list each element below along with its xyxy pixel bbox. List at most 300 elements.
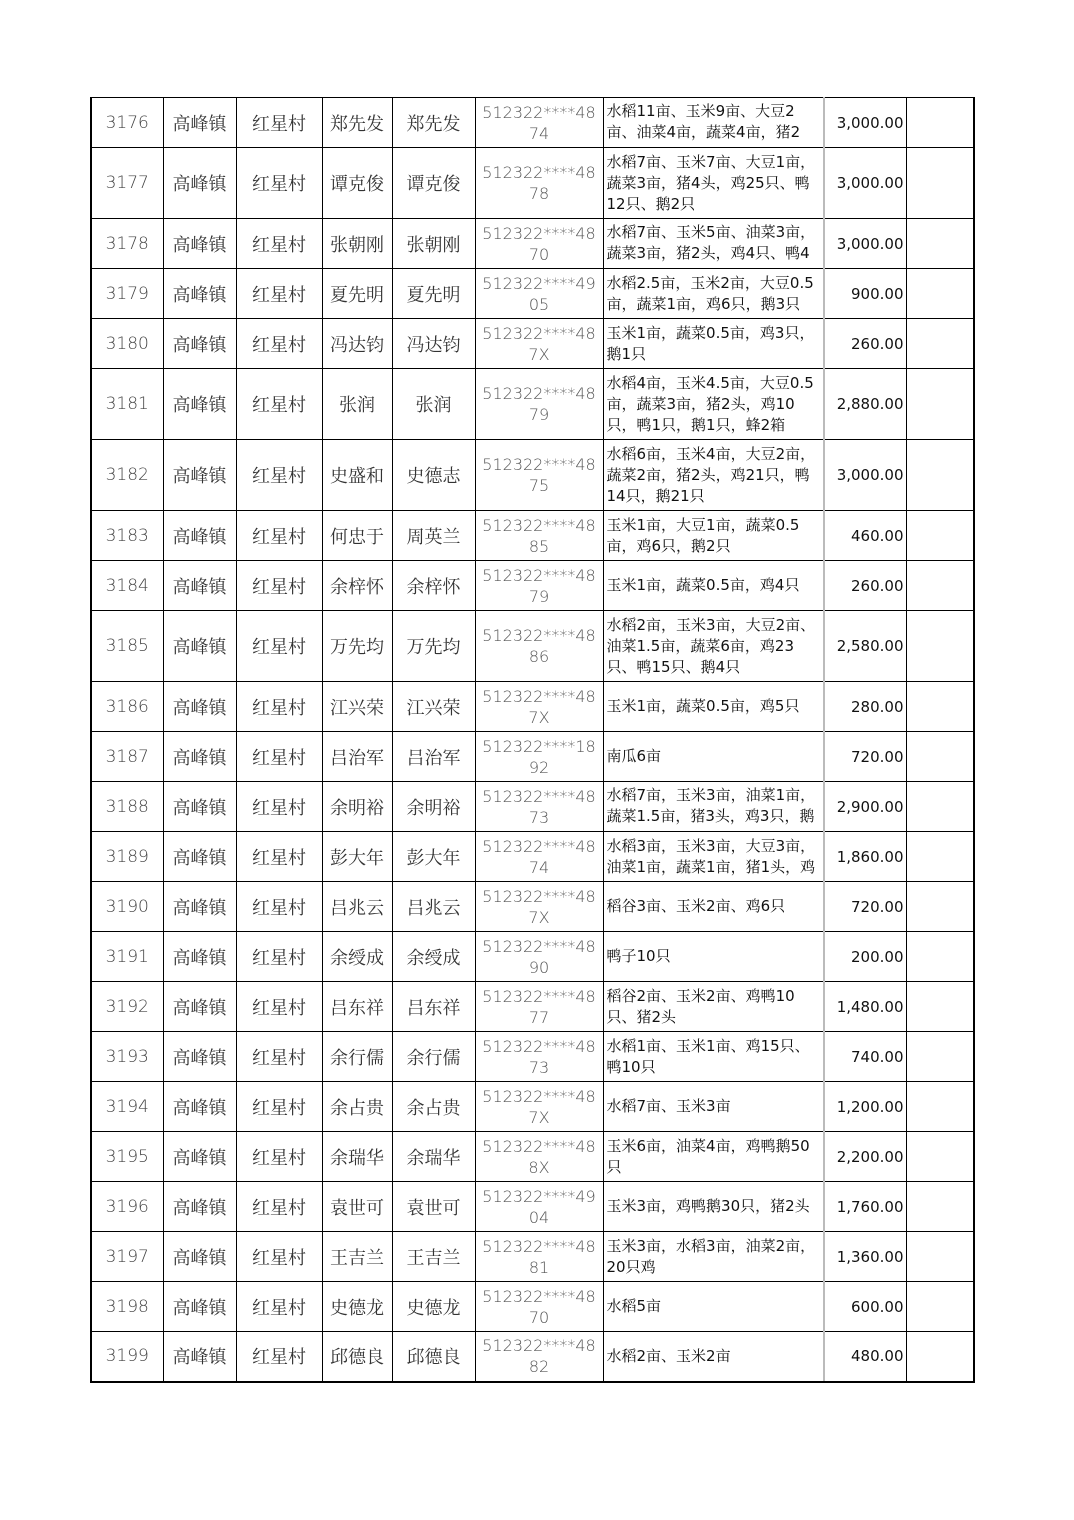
name-cell: 史德龙 xyxy=(322,1282,392,1332)
description-cell xyxy=(603,932,824,982)
seq-cell: 3195 xyxy=(91,1132,163,1182)
id-number-cell xyxy=(475,219,603,269)
name-cell: 余瑞华 xyxy=(322,1132,392,1182)
remark-cell xyxy=(906,732,974,782)
holder-cell: 谭克俊 xyxy=(392,148,475,219)
seq-cell: 3188 xyxy=(91,782,163,832)
table-row xyxy=(91,561,974,611)
description-text: 稻谷2亩、玉米2亩、鸡鸭10只、猪2头 xyxy=(606,986,795,1026)
seq-cell: 3191 xyxy=(91,932,163,982)
table-row xyxy=(91,611,974,682)
id-number-part1: 512322****48 xyxy=(482,565,596,585)
id-number-part1: 512322****49 xyxy=(482,273,596,293)
id-number-part2: 8X xyxy=(528,1157,550,1177)
remark-cell xyxy=(906,1282,974,1332)
town-cell: 高峰镇 xyxy=(163,1232,236,1282)
seq-cell: 3190 xyxy=(91,882,163,932)
town-cell: 高峰镇 xyxy=(163,319,236,369)
id-number-part2: 04 xyxy=(528,1207,550,1227)
id-number-part1: 512322****48 xyxy=(482,455,596,474)
description-text: 玉米1亩，大豆1亩，蔬菜0.5亩，鸡6只，鹅2只 xyxy=(606,515,800,555)
seq-cell: 3194 xyxy=(91,1082,163,1132)
holder-cell: 周英兰 xyxy=(392,511,475,561)
id-number-cell xyxy=(475,319,603,369)
seq-cell: 3196 xyxy=(91,1182,163,1232)
village-cell: 红星村 xyxy=(236,1132,322,1182)
village-cell: 红星村 xyxy=(236,682,322,732)
town-cell: 高峰镇 xyxy=(163,932,236,982)
id-number-cell xyxy=(475,1132,603,1182)
remark-cell xyxy=(906,511,974,561)
description-text: 鸭子10只 xyxy=(606,947,671,965)
amount-cell: 1,200.00 xyxy=(824,1082,906,1132)
id-number-cell xyxy=(475,1182,603,1232)
town-cell: 高峰镇 xyxy=(163,369,236,440)
description-cell xyxy=(603,782,824,832)
town-cell: 高峰镇 xyxy=(163,1182,236,1232)
table-row xyxy=(91,1132,974,1182)
table-row xyxy=(91,148,974,219)
seq-cell: 3193 xyxy=(91,1032,163,1082)
town-cell: 高峰镇 xyxy=(163,782,236,832)
description-text: 南瓜6亩 xyxy=(606,747,662,765)
holder-cell: 余占贵 xyxy=(392,1082,475,1132)
description-cell xyxy=(603,1282,824,1332)
id-number-part1: 512322****48 xyxy=(482,836,596,856)
description-text: 水稻1亩、玉米1亩、鸡15只、鸭10只 xyxy=(606,1036,810,1076)
amount-cell: 1,760.00 xyxy=(824,1182,906,1232)
id-number-cell xyxy=(475,1232,603,1282)
id-number-cell xyxy=(475,732,603,782)
town-cell: 高峰镇 xyxy=(163,1332,236,1382)
id-number-part1: 512322****48 xyxy=(482,1036,596,1056)
village-cell: 红星村 xyxy=(236,982,322,1032)
village-cell: 红星村 xyxy=(236,98,322,148)
village-cell: 红星村 xyxy=(236,319,322,369)
village-cell: 红星村 xyxy=(236,440,322,511)
table-row xyxy=(91,369,974,440)
description-text: 水稻7亩、玉米5亩、油菜3亩，蔬菜3亩，猪2头，鸡4只、鸭4 xyxy=(606,222,816,262)
holder-cell: 张朝刚 xyxy=(392,219,475,269)
amount-cell: 200.00 xyxy=(824,932,906,982)
name-cell: 夏先明 xyxy=(322,269,392,319)
remark-cell xyxy=(906,440,974,511)
amount-cell: 3,000.00 xyxy=(824,98,906,148)
description-cell xyxy=(603,1082,824,1132)
id-number-part2: 92 xyxy=(528,757,550,777)
village-cell: 红星村 xyxy=(236,782,322,832)
amount-cell: 720.00 xyxy=(824,732,906,782)
id-number-cell xyxy=(475,1082,603,1132)
name-cell: 余梓怀 xyxy=(322,561,392,611)
remark-cell xyxy=(906,682,974,732)
amount-cell: 260.00 xyxy=(824,319,906,369)
name-cell: 余占贵 xyxy=(322,1082,392,1132)
description-cell xyxy=(603,1232,824,1282)
table-row xyxy=(91,1182,974,1232)
remark-cell xyxy=(906,882,974,932)
amount-cell: 280.00 xyxy=(824,682,906,732)
id-number-part1: 512322****48 xyxy=(482,223,596,243)
remark-cell xyxy=(906,832,974,882)
id-number-cell xyxy=(475,832,603,882)
id-number-part2: 74 xyxy=(528,857,550,877)
village-cell: 红星村 xyxy=(236,1082,322,1132)
holder-cell: 余瑞华 xyxy=(392,1132,475,1182)
table-row xyxy=(91,982,974,1032)
description-text: 玉米1亩，蔬菜0.5亩，鸡4只 xyxy=(606,576,800,594)
village-cell: 红星村 xyxy=(236,611,322,682)
village-cell: 红星村 xyxy=(236,511,322,561)
id-number-part2: 86 xyxy=(528,647,550,666)
id-number-cell xyxy=(475,440,603,511)
remark-cell xyxy=(906,1032,974,1082)
table-row xyxy=(91,782,974,832)
id-number-cell xyxy=(475,782,603,832)
id-number-part2: 75 xyxy=(528,476,550,495)
town-cell: 高峰镇 xyxy=(163,1132,236,1182)
table-row xyxy=(91,832,974,882)
id-number-cell xyxy=(475,882,603,932)
seq-cell: 3187 xyxy=(91,732,163,782)
remark-cell xyxy=(906,932,974,982)
amount-cell: 3,000.00 xyxy=(824,219,906,269)
id-number-part2: 78 xyxy=(528,184,550,203)
description-cell xyxy=(603,319,824,369)
description-text: 玉米1亩，蔬菜0.5亩，鸡3只，鹅1只 xyxy=(606,323,815,363)
description-text: 稻谷3亩、玉米2亩、鸡6只 xyxy=(606,897,786,915)
village-cell: 红星村 xyxy=(236,1232,322,1282)
id-number-part2: 73 xyxy=(528,1057,550,1077)
id-number-part2: 7X xyxy=(528,907,550,927)
seq-cell: 3182 xyxy=(91,440,163,511)
village-cell: 红星村 xyxy=(236,1332,322,1382)
remark-cell xyxy=(906,269,974,319)
seq-cell: 3180 xyxy=(91,319,163,369)
description-text: 水稻2亩，玉米3亩，大豆2亩、油菜1.5亩，蔬菜6亩，鸡23只、鸭15只、鹅4只 xyxy=(606,615,816,676)
town-cell: 高峰镇 xyxy=(163,561,236,611)
description-cell xyxy=(603,269,824,319)
description-text: 水稻4亩，玉米4.5亩，大豆0.5亩，蔬菜3亩，猪2头，鸡10只，鸭1只，鹅1只，蜂2箱 xyxy=(606,373,814,434)
remark-cell xyxy=(906,1182,974,1232)
id-number-cell xyxy=(475,561,603,611)
id-number-part1: 512322****48 xyxy=(482,786,596,806)
description-cell xyxy=(603,1182,824,1232)
id-number-part2: 79 xyxy=(528,405,550,424)
id-number-part1: 512322****48 xyxy=(482,1086,596,1106)
remark-cell xyxy=(906,782,974,832)
id-number-part2: 70 xyxy=(528,244,550,264)
village-cell: 红星村 xyxy=(236,269,322,319)
town-cell: 高峰镇 xyxy=(163,511,236,561)
village-cell: 红星村 xyxy=(236,369,322,440)
id-number-part2: 73 xyxy=(528,807,550,827)
table-row xyxy=(91,732,974,782)
town-cell: 高峰镇 xyxy=(163,982,236,1032)
holder-cell: 彭大年 xyxy=(392,832,475,882)
amount-cell: 2,580.00 xyxy=(824,611,906,682)
description-cell xyxy=(603,982,824,1032)
amount-cell: 600.00 xyxy=(824,1282,906,1332)
amount-cell: 1,480.00 xyxy=(824,982,906,1032)
table-row xyxy=(91,1332,974,1382)
amount-cell: 480.00 xyxy=(824,1332,906,1382)
description-text: 水稻7亩、玉米7亩、大豆1亩，蔬菜3亩，猪4头，鸡25只、鸭12只、鹅2只 xyxy=(606,152,816,213)
town-cell: 高峰镇 xyxy=(163,682,236,732)
remark-cell xyxy=(906,1232,974,1282)
id-number-part2: 70 xyxy=(528,1307,550,1327)
remark-cell xyxy=(906,219,974,269)
id-number-part2: 77 xyxy=(528,1007,550,1027)
description-cell xyxy=(603,219,824,269)
table-row xyxy=(91,1032,974,1082)
amount-cell: 2,880.00 xyxy=(824,369,906,440)
description-cell xyxy=(603,611,824,682)
remark-cell xyxy=(906,611,974,682)
name-cell: 吕东祥 xyxy=(322,982,392,1032)
id-number-part1: 512322****48 xyxy=(482,686,596,706)
name-cell: 何忠于 xyxy=(322,511,392,561)
town-cell: 高峰镇 xyxy=(163,611,236,682)
description-cell xyxy=(603,1332,824,1382)
name-cell: 张润 xyxy=(322,369,392,440)
holder-cell: 袁世可 xyxy=(392,1182,475,1232)
id-number-cell xyxy=(475,1282,603,1332)
town-cell: 高峰镇 xyxy=(163,440,236,511)
village-cell: 红星村 xyxy=(236,882,322,932)
town-cell: 高峰镇 xyxy=(163,219,236,269)
amount-cell: 1,860.00 xyxy=(824,832,906,882)
id-number-part2: 05 xyxy=(528,294,550,314)
description-text: 水稻5亩 xyxy=(606,1297,662,1315)
description-text: 水稻2亩、玉米2亩 xyxy=(606,1346,731,1365)
table-row xyxy=(91,269,974,319)
table-row xyxy=(91,1082,974,1132)
description-text: 玉米3亩，鸡鸭鹅30只，猪2头 xyxy=(606,1197,810,1215)
id-number-part1: 512322****48 xyxy=(482,1336,596,1356)
town-cell: 高峰镇 xyxy=(163,1282,236,1332)
name-cell: 吕治军 xyxy=(322,732,392,782)
seq-cell: 3179 xyxy=(91,269,163,319)
amount-cell: 900.00 xyxy=(824,269,906,319)
table-row xyxy=(91,319,974,369)
holder-cell: 郑先发 xyxy=(392,98,475,148)
holder-cell: 张润 xyxy=(392,369,475,440)
id-number-part2: 74 xyxy=(528,123,550,143)
remark-cell xyxy=(906,319,974,369)
village-cell: 红星村 xyxy=(236,561,322,611)
description-cell xyxy=(603,882,824,932)
description-cell xyxy=(603,148,824,219)
village-cell: 红星村 xyxy=(236,932,322,982)
id-number-part1: 512322****48 xyxy=(482,323,596,343)
id-number-part2: 81 xyxy=(528,1257,550,1277)
town-cell: 高峰镇 xyxy=(163,1032,236,1082)
village-cell: 红星村 xyxy=(236,1282,322,1332)
id-number-cell xyxy=(475,932,603,982)
holder-cell: 江兴荣 xyxy=(392,682,475,732)
remark-cell xyxy=(906,1082,974,1132)
id-number-part2: 82 xyxy=(528,1357,550,1377)
amount-cell: 3,000.00 xyxy=(824,440,906,511)
amount-cell: 460.00 xyxy=(824,511,906,561)
table-row xyxy=(91,219,974,269)
description-text: 水稻7亩、玉米3亩 xyxy=(606,1097,731,1115)
table-row xyxy=(91,1232,974,1282)
amount-cell: 260.00 xyxy=(824,561,906,611)
name-cell: 邱德良 xyxy=(322,1332,392,1382)
town-cell: 高峰镇 xyxy=(163,832,236,882)
seq-cell: 3178 xyxy=(91,219,163,269)
name-cell: 余绶成 xyxy=(322,932,392,982)
seq-cell: 3189 xyxy=(91,832,163,882)
name-cell: 史盛和 xyxy=(322,440,392,511)
holder-cell: 余绶成 xyxy=(392,932,475,982)
remark-cell xyxy=(906,369,974,440)
description-text: 玉米3亩，水稻3亩，油菜2亩，20只鸡 xyxy=(606,1236,816,1276)
village-cell: 红星村 xyxy=(236,732,322,782)
seq-cell: 3181 xyxy=(91,369,163,440)
table-row xyxy=(91,98,974,148)
id-number-part2: 90 xyxy=(528,957,550,977)
id-number-part2: 7X xyxy=(528,1107,550,1127)
remark-cell xyxy=(906,98,974,148)
village-cell: 红星村 xyxy=(236,219,322,269)
village-cell: 红星村 xyxy=(236,1032,322,1082)
table-body xyxy=(91,98,974,1382)
town-cell: 高峰镇 xyxy=(163,98,236,148)
description-text: 水稻3亩，玉米3亩，大豆3亩，油菜1亩，蔬菜1亩，猪1头，鸡 xyxy=(606,836,816,876)
id-number-part1: 512322****48 xyxy=(482,1136,596,1156)
name-cell: 王吉兰 xyxy=(322,1232,392,1282)
description-cell xyxy=(603,1132,824,1182)
description-cell xyxy=(603,440,824,511)
table-row xyxy=(91,1282,974,1332)
village-cell: 红星村 xyxy=(236,148,322,219)
name-cell: 彭大年 xyxy=(322,832,392,882)
id-number-part2: 7X xyxy=(528,344,550,364)
seq-cell: 3197 xyxy=(91,1232,163,1282)
id-number-part1: 512322****48 xyxy=(482,384,596,403)
village-cell: 红星村 xyxy=(236,1182,322,1232)
seq-cell: 3184 xyxy=(91,561,163,611)
id-number-part1: 512322****48 xyxy=(482,102,596,122)
amount-cell: 2,900.00 xyxy=(824,782,906,832)
id-number-part2: 79 xyxy=(528,586,550,606)
id-number-part1: 512322****48 xyxy=(482,163,596,182)
remark-cell xyxy=(906,1132,974,1182)
town-cell: 高峰镇 xyxy=(163,732,236,782)
id-number-cell xyxy=(475,369,603,440)
description-cell xyxy=(603,732,824,782)
description-text: 玉米6亩，油菜4亩，鸡鸭鹅50只 xyxy=(606,1136,810,1176)
holder-cell: 邱德良 xyxy=(392,1332,475,1382)
holder-cell: 万先均 xyxy=(392,611,475,682)
id-number-part1: 512322****48 xyxy=(482,626,596,645)
seq-cell: 3198 xyxy=(91,1282,163,1332)
id-number-cell xyxy=(475,982,603,1032)
id-number-part2: 85 xyxy=(528,536,550,556)
id-number-part1: 512322****48 xyxy=(482,1236,596,1256)
remark-cell xyxy=(906,561,974,611)
id-number-cell xyxy=(475,1332,603,1382)
amount-cell: 720.00 xyxy=(824,882,906,932)
holder-cell: 王吉兰 xyxy=(392,1232,475,1282)
town-cell: 高峰镇 xyxy=(163,269,236,319)
seq-cell: 3183 xyxy=(91,511,163,561)
table-row xyxy=(91,682,974,732)
id-number-part1: 512322****48 xyxy=(482,1286,596,1306)
id-number-part1: 512322****48 xyxy=(482,986,596,1006)
holder-cell: 吕东祥 xyxy=(392,982,475,1032)
name-cell: 吕兆云 xyxy=(322,882,392,932)
seq-cell: 3177 xyxy=(91,148,163,219)
holder-cell: 史德龙 xyxy=(392,1282,475,1332)
amount-cell: 2,200.00 xyxy=(824,1132,906,1182)
seq-cell: 3185 xyxy=(91,611,163,682)
holder-cell: 余明裕 xyxy=(392,782,475,832)
name-cell: 江兴荣 xyxy=(322,682,392,732)
id-number-part1: 512322****48 xyxy=(482,886,596,906)
description-cell xyxy=(603,369,824,440)
id-number-cell xyxy=(475,511,603,561)
id-number-cell xyxy=(475,98,603,148)
holder-cell: 余梓怀 xyxy=(392,561,475,611)
id-number-cell xyxy=(475,611,603,682)
seq-cell: 3199 xyxy=(91,1332,163,1382)
amount-cell: 1,360.00 xyxy=(824,1232,906,1282)
table-row xyxy=(91,511,974,561)
description-text: 水稻6亩，玉米4亩，大豆2亩，蔬菜2亩，猪2头，鸡21只，鸭14只，鹅21只 xyxy=(606,444,816,505)
table-row xyxy=(91,440,974,511)
description-cell xyxy=(603,682,824,732)
description-cell xyxy=(603,511,824,561)
id-number-cell xyxy=(475,682,603,732)
id-number-part1: 512322****49 xyxy=(482,1186,596,1206)
name-cell: 谭克俊 xyxy=(322,148,392,219)
name-cell: 张朝刚 xyxy=(322,219,392,269)
description-cell xyxy=(603,832,824,882)
description-text: 水稻7亩，玉米3亩，油菜1亩，蔬菜1.5亩，猪3头，鸡3只，鹅 xyxy=(606,785,816,825)
description-cell xyxy=(603,561,824,611)
id-number-part1: 512322****18 xyxy=(482,736,596,756)
seq-cell: 3186 xyxy=(91,682,163,732)
amount-cell: 3,000.00 xyxy=(824,148,906,219)
village-cell: 红星村 xyxy=(236,832,322,882)
seq-cell: 3176 xyxy=(91,98,163,148)
holder-cell: 夏先明 xyxy=(392,269,475,319)
name-cell: 余明裕 xyxy=(322,782,392,832)
town-cell: 高峰镇 xyxy=(163,882,236,932)
id-number-part1: 512322****48 xyxy=(482,515,596,535)
data-table xyxy=(90,97,975,1383)
remark-cell xyxy=(906,982,974,1032)
name-cell: 冯达钧 xyxy=(322,319,392,369)
holder-cell: 史德志 xyxy=(392,440,475,511)
holder-cell: 吕治军 xyxy=(392,732,475,782)
town-cell: 高峰镇 xyxy=(163,148,236,219)
id-number-cell xyxy=(475,148,603,219)
town-cell: 高峰镇 xyxy=(163,1082,236,1132)
remark-cell xyxy=(906,1332,974,1382)
description-cell xyxy=(603,98,824,148)
description-text: 玉米1亩，蔬菜0.5亩，鸡5只 xyxy=(606,697,800,715)
id-number-cell xyxy=(475,269,603,319)
name-cell: 郑先发 xyxy=(322,98,392,148)
seq-cell: 3192 xyxy=(91,982,163,1032)
id-number-part1: 512322****48 xyxy=(482,936,596,956)
id-number-cell xyxy=(475,1032,603,1082)
